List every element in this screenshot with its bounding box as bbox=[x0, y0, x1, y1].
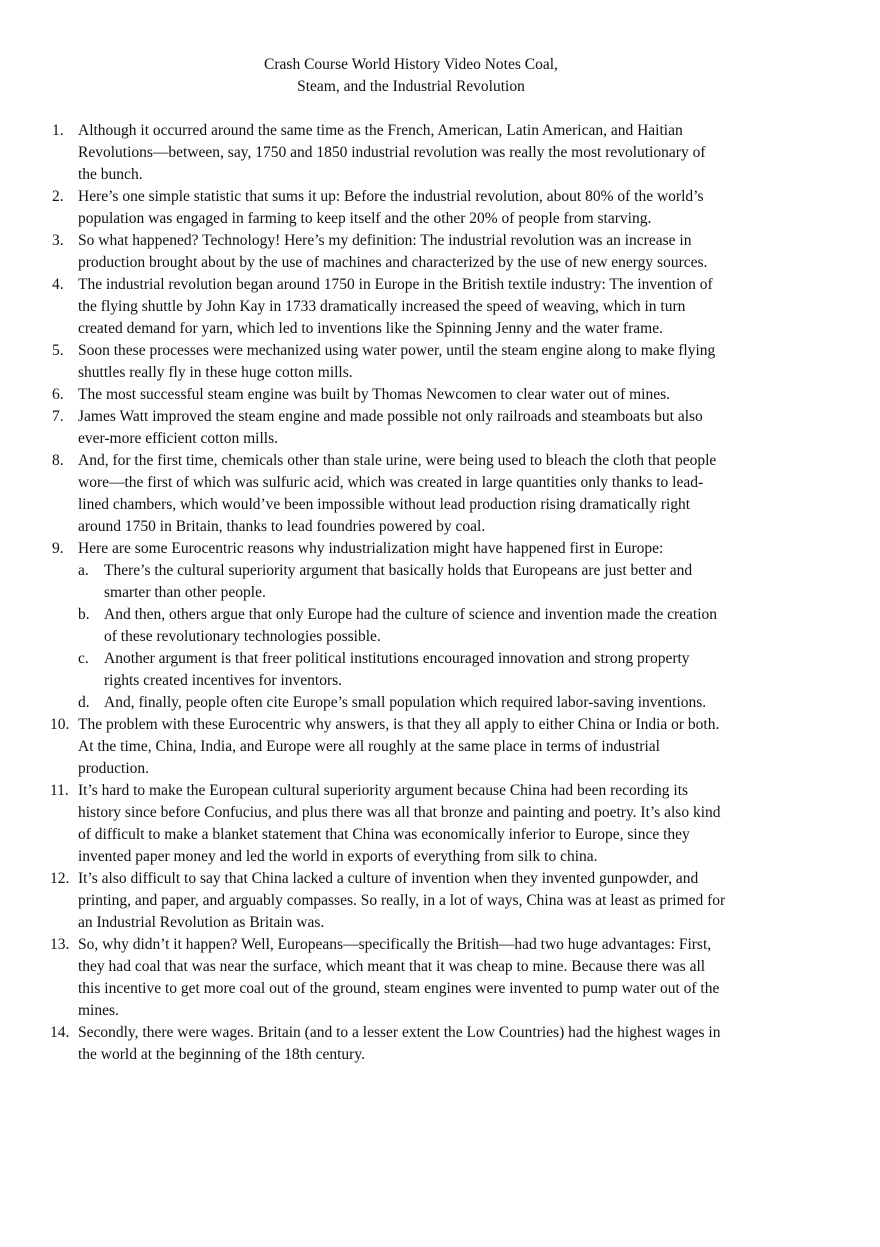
sub-item-text: And then, others argue that only Europe had the culture of science and invention made the creation of these revolutionary technologies possible. bbox=[104, 606, 718, 645]
sub-list bbox=[78, 560, 728, 714]
item-number: 9. bbox=[52, 540, 64, 557]
list-item bbox=[0, 450, 728, 538]
item-number: 3. bbox=[52, 232, 64, 249]
item-text: It’s hard to make the European cultural superiority argument because China had been recording its history since before Confucius, and plus there was all that bronze and painting and poetry. It’s also kind of difficult to make a blanket statement that China was economically inferior to Europe, since they invented paper money and led the world in exports of everything from silk to china. bbox=[78, 782, 721, 865]
item-number: 7. bbox=[52, 408, 64, 425]
sub-item-text: Another argument is that freer political institutions encouraged innovation and strong property rights created incentives for inventors. bbox=[104, 650, 690, 689]
list-item bbox=[0, 714, 728, 780]
item-number: 13. bbox=[50, 936, 70, 953]
item-number: 11. bbox=[50, 782, 69, 799]
list-item bbox=[0, 274, 728, 340]
item-text: So what happened? Technology! Here’s my definition: The industrial revolution was an increase in production brought about by the use of machines and characterized by the use of new energy sources. bbox=[78, 232, 708, 271]
sub-list-item bbox=[78, 560, 724, 604]
list-item bbox=[0, 538, 728, 714]
item-text: The problem with these Eurocentric why answers, is that they all apply to either China or India or both. At the time, China, India, and Europe were all roughly at the same place in terms of industrial production. bbox=[78, 716, 720, 777]
item-text: So, why didn’t it happen? Well, Europeans—specifically the British—had two huge advantages: First, they had coal that was near the surface, which meant that it was cheap to mine. Because there was all this incentive to get more coal out of the ground, steam engines were invented to pump water out of the mines. bbox=[78, 936, 720, 1019]
sub-item-letter: a. bbox=[78, 562, 89, 579]
item-text: Although it occurred around the same time as the French, American, Latin American, and Haitian Revolutions—between, say, 1750 and 1850 industrial revolution was really the most revolutionary of the bunch. bbox=[78, 122, 706, 183]
item-text: Here are some Eurocentric reasons why industrialization might have happened first in Europe: bbox=[78, 540, 664, 557]
sub-list-item bbox=[78, 692, 724, 714]
title-line-1: Crash Course World History Video Notes Coal, bbox=[264, 56, 558, 73]
sub-item-letter: b. bbox=[78, 606, 90, 623]
sub-item-text: There’s the cultural superiority argument that basically holds that Europeans are just better and smarter than other people. bbox=[104, 562, 693, 601]
sub-list-item bbox=[78, 604, 724, 648]
item-text: And, for the first time, chemicals other than stale urine, were being used to bleach the cloth that people wore—the first of which was sulfuric acid, which was created in large quantities only thanks to lead-lined chambers, which would’ve been impossible without lead production rising dramatically right around 1750 in Britain, thanks to lead foundries powered by coal. bbox=[78, 452, 717, 535]
notes-list bbox=[0, 120, 880, 1066]
list-item bbox=[0, 1022, 728, 1066]
item-number: 4. bbox=[52, 276, 64, 293]
item-number: 12. bbox=[50, 870, 70, 887]
sub-list-item bbox=[78, 648, 724, 692]
list-item bbox=[0, 868, 728, 934]
item-text: Here’s one simple statistic that sums it up: Before the industrial revolution, about 80% of the world’s population was engaged in farming to keep itself and the other 20% of people from starving. bbox=[78, 188, 704, 227]
list-item bbox=[0, 186, 728, 230]
list-item bbox=[0, 120, 728, 186]
item-number: 1. bbox=[52, 122, 64, 139]
item-text: Soon these processes were mechanized using water power, until the steam engine along to make flying shuttles really fly in these huge cotton mills. bbox=[78, 342, 716, 381]
sub-item-text: And, finally, people often cite Europe’s small population which required labor-saving inventions. bbox=[104, 694, 707, 711]
list-item bbox=[0, 230, 728, 274]
item-number: 10. bbox=[50, 716, 70, 733]
document-title bbox=[0, 54, 822, 98]
list-item bbox=[0, 340, 728, 384]
list-item bbox=[0, 384, 728, 406]
list-item bbox=[0, 780, 728, 868]
list-item bbox=[0, 934, 728, 1022]
item-text: The most successful steam engine was built by Thomas Newcomen to clear water out of mines. bbox=[78, 386, 671, 403]
item-text: James Watt improved the steam engine and made possible not only railroads and steamboats but also ever-more efficient cotton mills. bbox=[78, 408, 703, 447]
item-text: The industrial revolution began around 1750 in Europe in the British textile industry: The invention of the flying shuttle by John Kay in 1733 dramatically increased the speed of weaving, which in turn created demand for yarn, which led to inventions like the Spinning Jenny and the water frame. bbox=[78, 276, 713, 337]
item-number: 8. bbox=[52, 452, 64, 469]
sub-item-letter: c. bbox=[78, 650, 89, 667]
sub-item-letter: d. bbox=[78, 694, 90, 711]
item-number: 5. bbox=[52, 342, 64, 359]
item-number: 2. bbox=[52, 188, 64, 205]
item-number: 6. bbox=[52, 386, 64, 403]
item-text: It’s also difficult to say that China lacked a culture of invention when they invented gunpowder, and printing, and paper, and arguably compasses. So really, in a lot of ways, China was at least as primed for an Industrial Revolution as Britain was. bbox=[78, 870, 726, 931]
list-item bbox=[0, 406, 728, 450]
item-text: Secondly, there were wages. Britain (and to a lesser extent the Low Countries) had the highest wages in the world at the beginning of the 18th century. bbox=[78, 1024, 721, 1063]
item-number: 14. bbox=[50, 1024, 70, 1041]
title-line-2: Steam, and the Industrial Revolution bbox=[297, 78, 525, 95]
